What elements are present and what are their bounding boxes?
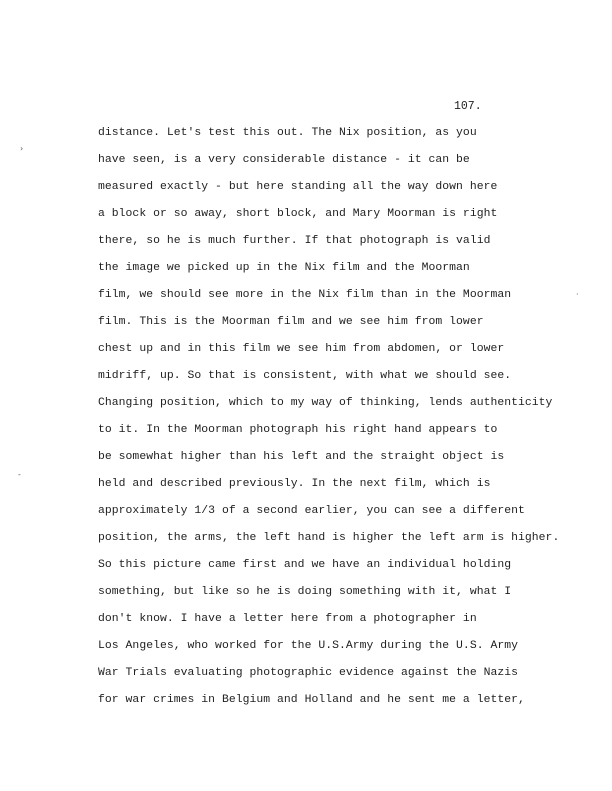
text-line: something, but like so he is doing something with it, what I <box>98 586 512 598</box>
text-line: the image we picked up in the Nix film and the Moorman <box>98 262 470 274</box>
text-line: distance. Let's test this out. The Nix position, as you <box>98 127 477 139</box>
text-line: there, so he is much further. If that photograph is valid <box>98 235 491 247</box>
text-line: chest up and in this film we see him from abdomen, or lower <box>98 343 505 355</box>
page-number: 107. <box>454 100 482 113</box>
text-line: War Trials evaluating photographic evidence against the Nazis <box>98 667 519 679</box>
text-line: for war crimes in Belgium and Holland and he sent me a letter, <box>98 694 525 706</box>
text-line: Changing position, which to my way of thinking, lends authenticity <box>98 397 553 409</box>
text-line: don't know. I have a letter here from a photographer in <box>98 613 477 625</box>
text-line: film, we should see more in the Nix film than in the Moorman <box>98 289 512 301</box>
text-line: approximately 1/3 of a second earlier, you can see a different <box>98 505 525 517</box>
text-line: to it. In the Moorman photograph his right hand appears to <box>98 424 498 436</box>
text-line: film. This is the Moorman film and we see him from lower <box>98 316 484 328</box>
text-line: be somewhat higher than his left and the straight object is <box>98 451 505 463</box>
text-line: have seen, is a very considerable distance - it can be <box>98 154 470 166</box>
text-line: midriff, up. So that is consistent, with what we should see. <box>98 370 512 382</box>
text-line: held and described previously. In the next film, which is <box>98 478 491 490</box>
text-line: position, the arms, the left hand is higher the left arm is higher. <box>98 532 560 544</box>
scan-speck: › <box>20 144 24 153</box>
text-line: a block or so away, short block, and Mary Moorman is right <box>98 208 498 220</box>
scan-speck: - <box>18 470 21 479</box>
text-line: So this picture came first and we have an individual holding <box>98 559 512 571</box>
scan-speck: · <box>576 290 579 299</box>
text-line: Los Angeles, who worked for the U.S.Army during the U.S. Army <box>98 640 519 652</box>
text-line: measured exactly - but here standing all the way down here <box>98 181 498 193</box>
